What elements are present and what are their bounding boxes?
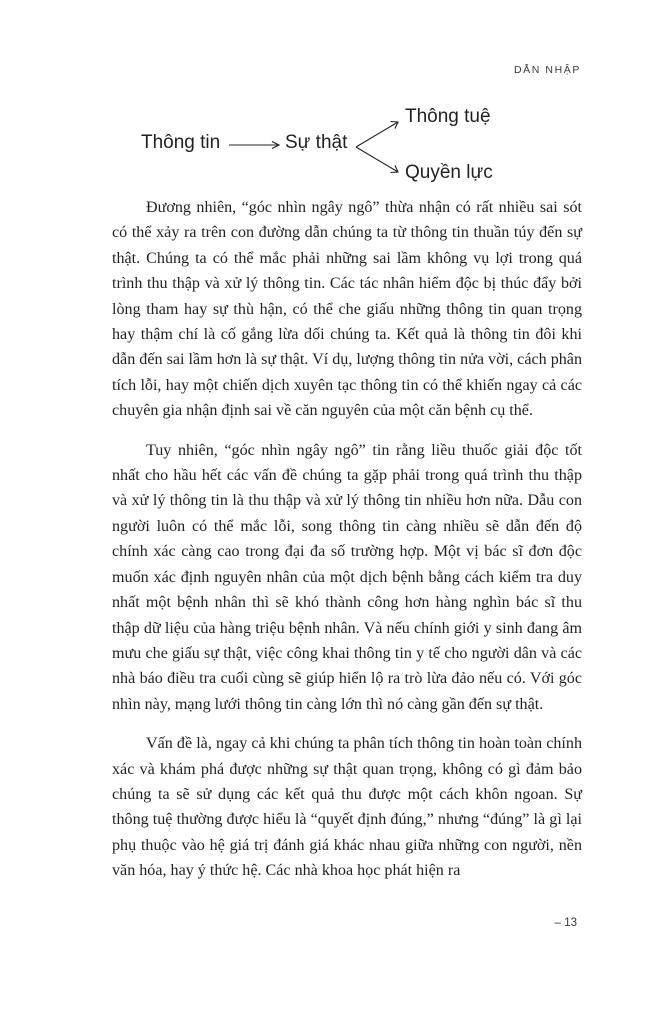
diagram-node-wisdom: Thông tuệ [405,106,491,127]
running-head: DẪN NHẬP [513,64,581,76]
body-text [112,195,582,898]
diagram-node-information: Thông tin [141,132,221,153]
diagram-node-power: Quyền lực [405,162,493,183]
paragraph-2: Tuy nhiên, “góc nhìn ngây ngô” tin rằng liều thuốc giải độc tốt nhất cho hầu hết các vấn đề chúng ta gặp phải trong quá trình thu thập và xử lý thông tin là thu thập và xử lý thông tin nhiều hơn nữa. Dẫu con người luôn có thể mắc lỗi, song thông tin càng nhiều sẽ dẫn đến độ chính xác càng cao trong đại đa số trường hợp. Một vị bác sĩ đơn độc muốn xác định nguyên nhân của một dịch bệnh bằng cách kiểm tra duy nhất một bệnh nhân thì sẽ khó thành công hơn hàng nghìn bác sĩ thu thập dữ liệu của hàng triệu bệnh nhân. Và nếu chính giới y sinh đang âm mưu che giấu sự thật, việc công khai thông tin y tế cho người dân và các nhà báo điều tra cuối cùng sẽ giúp hiển lộ ra trò lừa đảo nếu có. Với góc nhìn này, mạng lưới thông tin càng lớn thì nó càng gần đến sự thật. [112,441,582,713]
arrow-truth-to-wisdom [356,122,398,147]
flow-diagram [0,96,663,200]
arrow-truth-to-power [356,147,398,172]
page-number: – 13 [554,917,577,929]
diagram-node-truth: Sự thật [285,132,348,153]
paragraph-1: Đương nhiên, “góc nhìn ngây ngô” thừa nhận có rất nhiều sai sót có thể xảy ra trên con đường dẫn chúng ta từ thông tin thuần túy đến sự thật. Chúng ta có thể mắc phải những sai lầm không vụ lợi trong quá trình thu thập và xử lý thông tin. Các tác nhân hiểm độc bị thúc đẩy bởi lòng tham hay sự thù hận, có thể che giấu những thông tin quan trọng hay thậm chí là cố gắng lừa dối chúng ta. Kết quả là thông tin đôi khi dẫn đến sai lầm hơn là sự thật. Ví dụ, lượng thông tin nửa vời, cách phân tích lỗi, hay một chiến dịch xuyên tạc thông tin có thể khiến ngay cả các chuyên gia nhận định sai về căn nguyên của một căn bệnh cụ thể. [112,199,582,420]
paragraph-3: Vấn đề là, ngay cả khi chúng ta phân tích thông tin hoàn toàn chính xác và khám phá được những sự thật quan trọng, không có gì đảm bảo chúng ta sẽ sử dụng các kết quả thu được một cách khôn ngoan. Sự thông tuệ thường được hiểu là “quyết định đúng,” nhưng “đúng” là gì lại phụ thuộc vào hệ giá trị đánh giá khác nhau giữa những con người, nền văn hóa, hay ý thức hệ. Các nhà khoa học phát hiện ra [112,735,582,880]
